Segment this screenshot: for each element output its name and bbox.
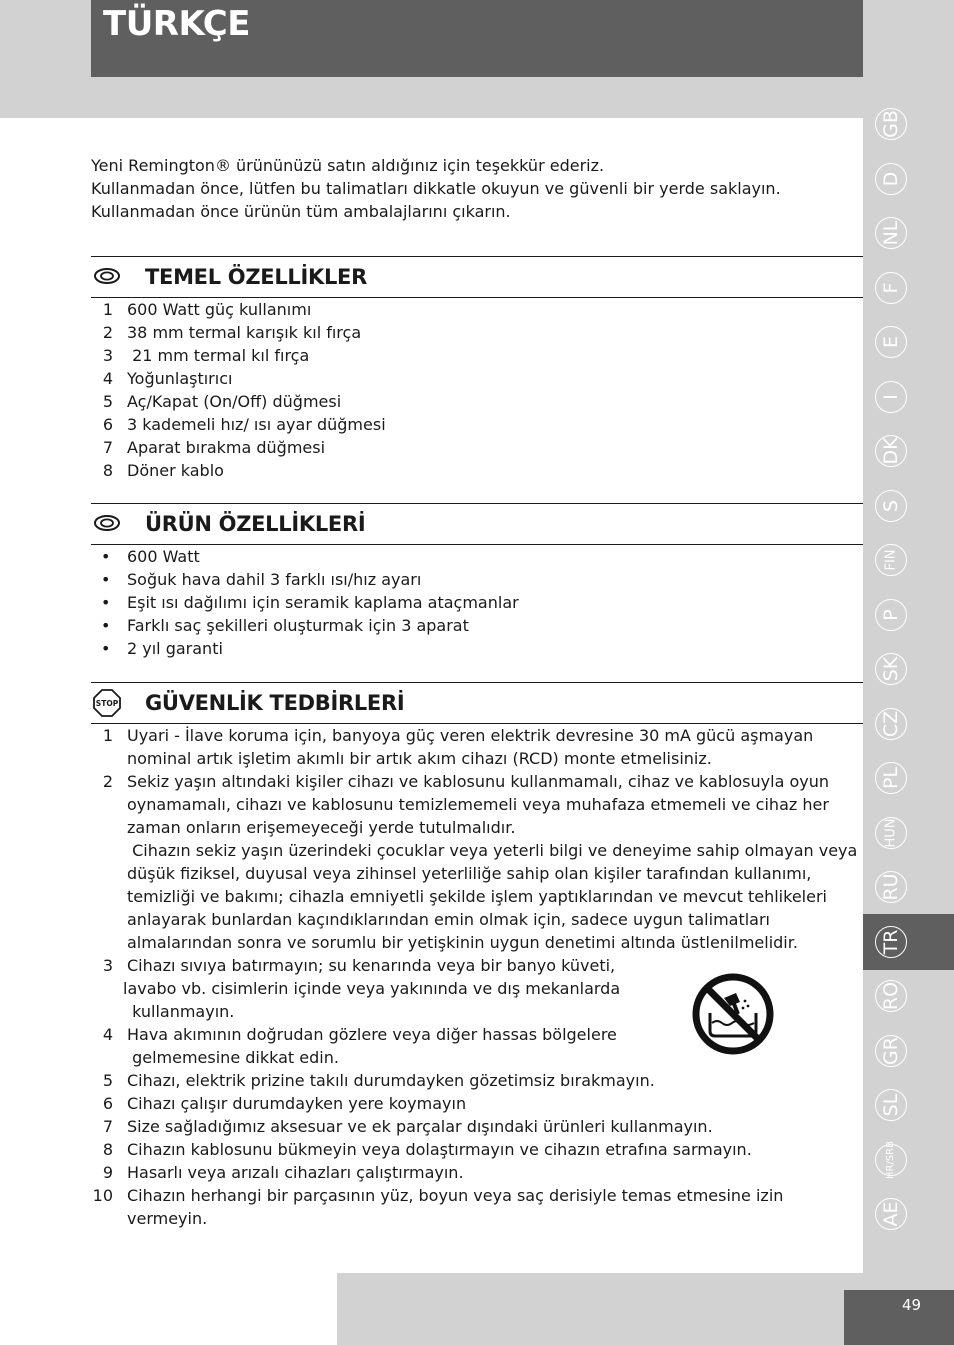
section-header-product <box>91 503 863 545</box>
bullet-item <box>91 591 863 614</box>
list-item <box>91 1138 863 1161</box>
bullet-icon: • <box>101 547 111 566</box>
item-text: Soğuk hava dahil 3 farklı ısı/hız ayarı <box>127 570 422 589</box>
item-line: kullanmayın. <box>127 1002 235 1021</box>
section-title: TEMEL ÖZELLİKLER <box>145 265 367 289</box>
language-tab-gr <box>863 1023 954 1079</box>
language-tab-gb <box>863 96 954 152</box>
item-text <box>127 1115 863 1138</box>
language-tab-nl <box>863 205 954 261</box>
language-tab-d <box>863 151 954 207</box>
item-number: 5 <box>102 1071 113 1090</box>
language-code: FIN <box>883 549 899 571</box>
language-code: D <box>880 171 902 187</box>
item-line: nominal artık işletim akımlı bir artık akım cihazı (RCD) monte etmelisiniz. <box>127 749 712 768</box>
language-tab-cz <box>863 696 954 752</box>
language-tab-e <box>863 314 954 370</box>
item-text <box>127 1161 863 1184</box>
item-line: Cihazı sıvıya batırmayın; su kenarında veya bir banyo küveti, <box>127 956 616 975</box>
item-line: Cihazı, elektrik prizine takılı durumdayken gözetimsiz bırakmayın. <box>127 1071 655 1090</box>
item-line: oynamamalı, cihazı ve kablosunu temizlememeli veya muhafaza etmemeli ve cihaz her <box>127 795 829 814</box>
stop-sign-icon <box>93 689 121 717</box>
language-code: CZ <box>880 710 902 738</box>
list-item <box>91 1069 863 1092</box>
language-tab-s <box>863 478 954 534</box>
language-code: NL <box>880 220 902 246</box>
item-text: Döner kablo <box>127 461 224 480</box>
item-line: gelmemesine dikkat edin. <box>127 1048 339 1067</box>
language-tab-ru <box>863 859 954 915</box>
bullet-icon: • <box>101 570 111 589</box>
item-line: lavabo vb. cisimlerin içinde veya yakınında ve dış mekanlarda <box>123 979 621 998</box>
section-header-safety <box>91 682 863 724</box>
language-code: GR <box>880 1037 902 1065</box>
language-tab-i <box>863 369 954 425</box>
item-text: Farklı saç şekilleri oluşturmak için 3 aparat <box>127 616 469 635</box>
bullet-item <box>91 568 863 591</box>
list-item <box>91 390 863 413</box>
item-text <box>127 770 863 954</box>
language-code: DK <box>880 437 902 465</box>
language-code: F <box>880 282 902 294</box>
item-number: 2 <box>102 323 113 342</box>
item-line: Cihazın herhangi bir parçasının yüz, boyun veya saç derisiyle temas etmesine izin <box>127 1186 784 1205</box>
item-text: 600 Watt <box>127 547 200 566</box>
language-tab-pl <box>863 750 954 806</box>
item-number: 1 <box>102 300 113 319</box>
item-text <box>127 1184 863 1230</box>
item-text: Eşit ısı dağılımı için seramik kaplama ataçmanlar <box>127 593 519 612</box>
item-number: 3 <box>102 956 113 975</box>
language-code: HR/SRB <box>885 1141 896 1179</box>
intro-line: Kullanmadan önce, lütfen bu talimatları dikkatle okuyun ve güvenli bir yerde saklayın. <box>91 179 781 198</box>
section-title: GÜVENLİK TEDBİRLERİ <box>145 691 405 715</box>
item-line: anlayarak bunlardan kaçındıklarından emin olmak için, sadece uygun talimatları <box>127 910 770 929</box>
bullet-icon: • <box>101 616 111 635</box>
item-number: 2 <box>102 772 113 791</box>
list-item <box>91 724 863 770</box>
language-tab-sk <box>863 641 954 697</box>
item-number: 5 <box>102 392 113 411</box>
bullet-item <box>91 614 863 637</box>
item-number: 6 <box>102 1094 113 1113</box>
product-list <box>91 545 863 660</box>
item-number: 3 <box>102 346 113 365</box>
intro-line: Yeni Remington® ürününüzü satın aldığınız için teşekkür ederiz. <box>91 156 605 175</box>
item-number: 7 <box>102 438 113 457</box>
item-line: Sekiz yaşın altındaki kişiler cihazı ve kablosunu kullanmamalı, cihaz ve kablosuyla oyun <box>127 772 829 791</box>
bullet-item <box>91 545 863 568</box>
features-list <box>91 298 863 482</box>
language-code: HUN <box>883 818 899 848</box>
language-code: RU <box>880 873 902 901</box>
language-tab-hr-srb <box>863 1132 954 1188</box>
item-number: 6 <box>102 415 113 434</box>
language-tab-p <box>863 587 954 643</box>
item-line: Cihazın sekiz yaşın üzerindeki çocuklar veya yeterli bilgi ve deneyime sahip olmayan veya <box>127 841 858 860</box>
language-code: TR <box>880 929 902 955</box>
list-item <box>91 413 863 436</box>
list-item <box>91 770 863 954</box>
language-code: P <box>880 609 902 621</box>
item-number: 8 <box>102 461 113 480</box>
list-item <box>91 1115 863 1138</box>
page-number-box <box>844 1290 954 1345</box>
page-number: 49 <box>902 1296 922 1314</box>
language-tab-ro <box>863 968 954 1024</box>
list-item <box>91 321 863 344</box>
stop-sign-label: STOP <box>95 699 119 708</box>
item-line: Cihazın kablosunu bükmeyin veya dolaştırmayın ve cihazın etrafına sarmayın. <box>127 1140 752 1159</box>
page-title: TÜRKÇE <box>103 4 250 44</box>
language-code: GB <box>880 110 902 138</box>
item-text: 3 kademeli hız/ ısı ayar düğmesi <box>127 415 386 434</box>
item-text: Aç/Kapat (On/Off) düğmesi <box>127 392 342 411</box>
bullet-icon: • <box>101 639 111 658</box>
language-tab-hun <box>863 805 954 861</box>
item-number: 4 <box>102 369 113 388</box>
intro-line: Kullanmadan önce ürünün tüm ambalajlarını çıkarın. <box>91 202 511 221</box>
item-number: 1 <box>102 726 113 745</box>
language-code: SK <box>880 656 902 682</box>
item-line: almalarından sonra ve sorumlu bir yetişkinin uygun denetimi altında üstlenilmelidir. <box>127 933 798 952</box>
item-line: düşük fiziksel, duyusal veya zihinsel yeterliliğe sahip olan kişiler tarafından kullanımı, <box>127 864 812 883</box>
bullet-icon: • <box>101 593 111 612</box>
item-number: 10 <box>92 1186 113 1205</box>
item-line: temizliği ve bakımı; cihazla emniyetli şekilde işlem yaptıklarından ve mevcut tehlikeleri <box>127 887 827 906</box>
language-tab-dk <box>863 423 954 479</box>
language-tab-fin <box>863 532 954 588</box>
language-tab-tr <box>863 914 954 970</box>
item-number: 8 <box>102 1140 113 1159</box>
item-text: Aparat bırakma düğmesi <box>127 438 326 457</box>
item-text <box>127 1138 863 1161</box>
item-line: vermeyin. <box>127 1209 208 1228</box>
item-text <box>127 1092 863 1115</box>
leaf-icon <box>93 265 121 287</box>
list-item <box>91 1161 863 1184</box>
list-item <box>91 436 863 459</box>
item-line: Size sağladığımız aksesuar ve ek parçalar dışındaki ürünleri kullanmayın. <box>127 1117 713 1136</box>
language-code: AE <box>880 1201 902 1227</box>
section-header-features <box>91 256 863 298</box>
language-tab-sl <box>863 1077 954 1133</box>
list-item <box>91 459 863 482</box>
item-text <box>127 1069 863 1092</box>
list-item <box>91 1184 863 1230</box>
language-code: S <box>880 499 902 513</box>
item-text: Yoğunlaştırıcı <box>127 369 233 388</box>
intro-text <box>91 154 851 223</box>
item-line: Cihazı çalışır durumdayken yere koymayın <box>127 1094 467 1113</box>
language-tab-ae <box>863 1186 954 1242</box>
item-line: Hasarlı veya arızalı cihazları çalıştırmayın. <box>127 1163 464 1182</box>
item-text: 38 mm termal karışık kıl fırça <box>127 323 362 342</box>
item-number: 7 <box>102 1117 113 1136</box>
list-item <box>91 1092 863 1115</box>
footer-area <box>0 1273 337 1345</box>
language-code: PL <box>880 766 902 790</box>
item-line: zaman onların erişemeyeceği yerde tutulmalıdır. <box>127 818 516 837</box>
item-text <box>127 724 863 770</box>
item-number: 9 <box>102 1163 113 1182</box>
language-tabs <box>863 96 927 1241</box>
item-line: Uyari - İlave koruma için, banyoya güç veren elektrik devresine 30 mA gücü aşmayan <box>127 726 814 745</box>
item-line: Hava akımının doğrudan gözlere veya diğer hassas bölgelere <box>127 1025 617 1044</box>
language-code: RO <box>880 981 902 1011</box>
language-tab-f <box>863 260 954 316</box>
item-text: 21 mm termal kıl fırça <box>127 346 310 365</box>
language-code: I <box>880 394 902 400</box>
no-water-warning-icon <box>690 973 776 1055</box>
list-item <box>91 298 863 321</box>
language-code: E <box>880 335 902 349</box>
bullet-item <box>91 637 863 660</box>
list-item <box>91 344 863 367</box>
list-item <box>91 367 863 390</box>
leaf-icon <box>93 512 121 534</box>
language-code: SL <box>880 1093 902 1117</box>
section-title: ÜRÜN ÖZELLİKLERİ <box>145 512 366 536</box>
item-text: 600 Watt güç kullanımı <box>127 300 312 319</box>
item-number: 4 <box>102 1025 113 1044</box>
item-text: 2 yıl garanti <box>127 639 223 658</box>
header-bar <box>91 0 863 77</box>
